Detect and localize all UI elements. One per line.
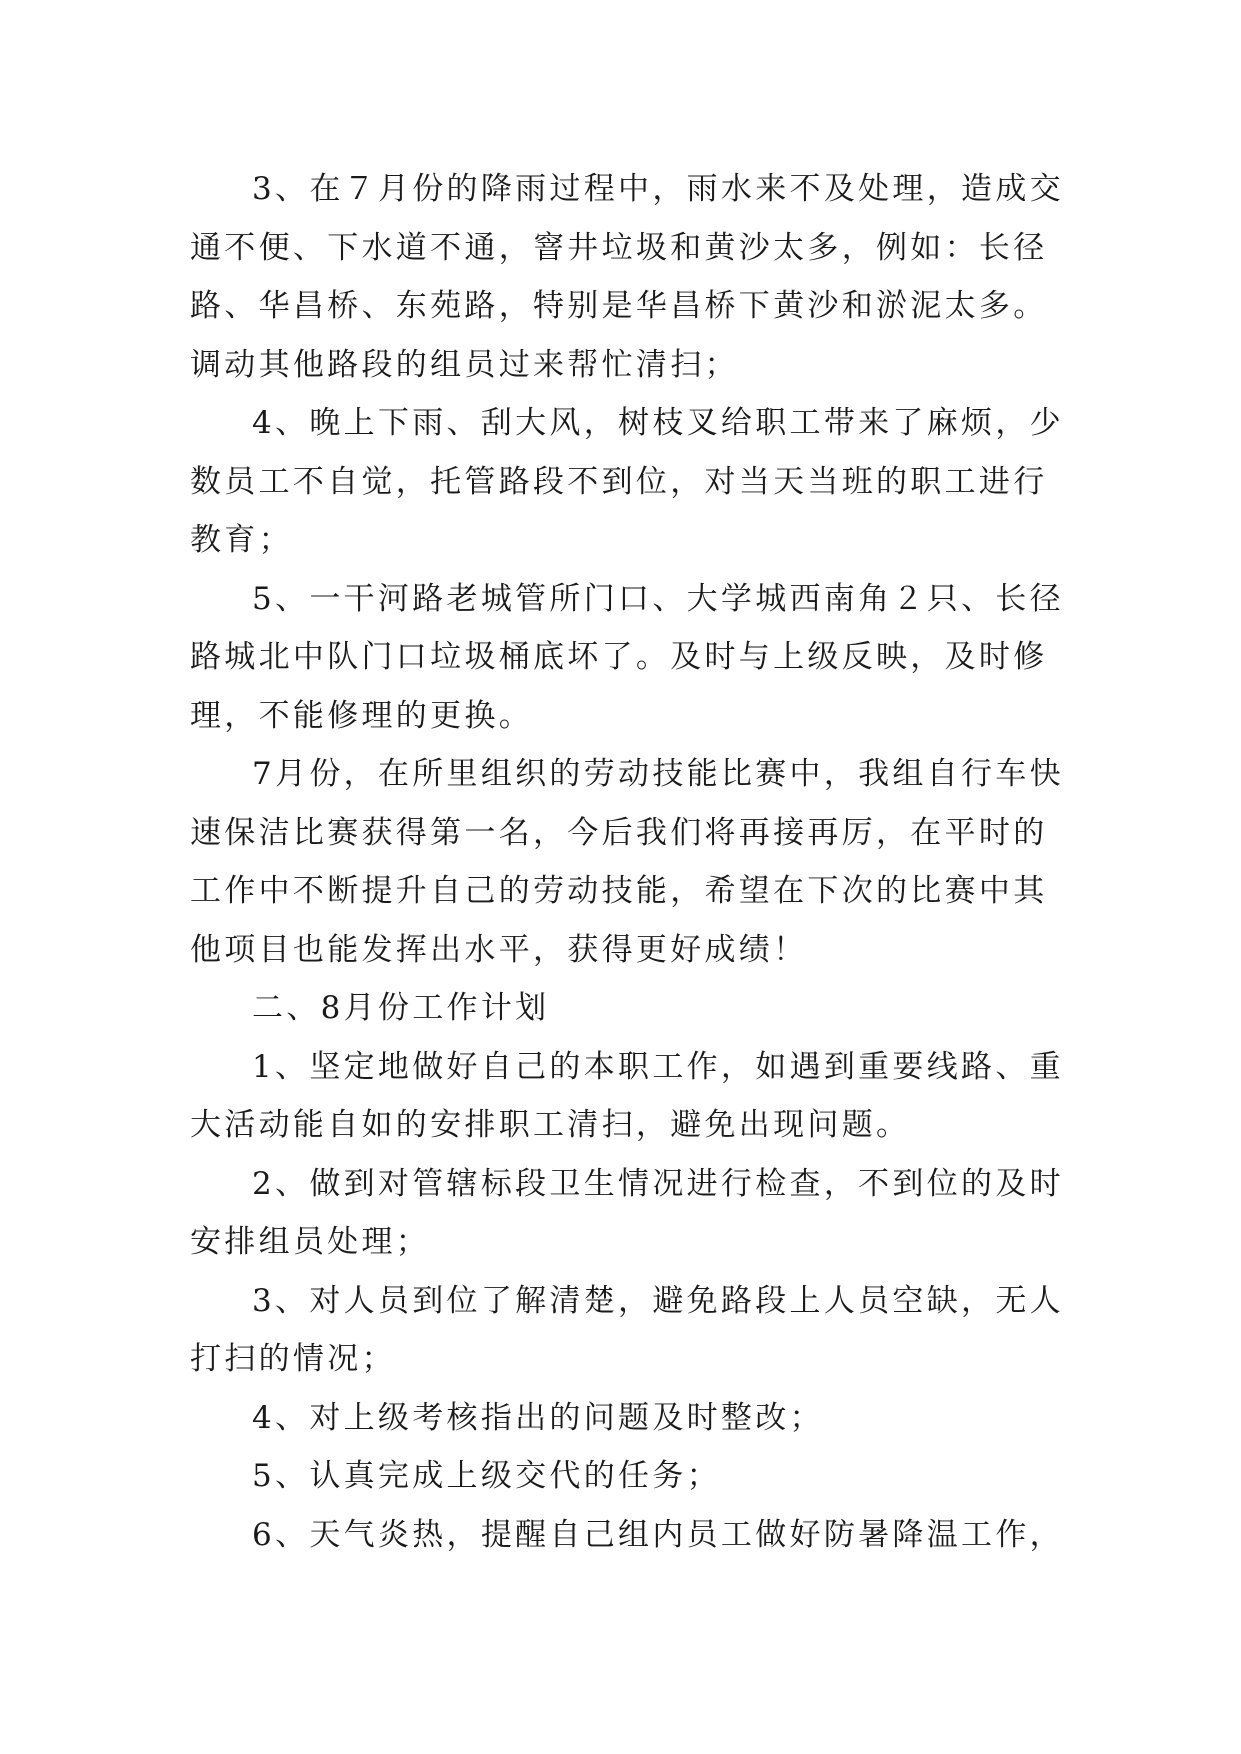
paragraph-item-4-wind: 4、晚上下雨、刮大风，树枝叉给职工带来了麻烦，少数员工不自觉，托管路段不到位，对当天当班的职工进行教育；: [190, 405, 1064, 558]
plan-item-2: 2、做到对管辖标段卫生情况进行检查，不到位的及时安排组员处理；: [190, 1165, 1064, 1260]
document-body: [190, 160, 1075, 1564]
plan-item-6: 6、天气炎热，提醒自己组内员工做好防暑降温工作，: [252, 1516, 1064, 1553]
plan-item-4: 4、对上级考核指出的问题及时整改；: [252, 1399, 824, 1436]
paragraph-item-5-trash-bins: 5、一干河路老城管所门口、大学城西南角２只、长径路城北中队门口垃圾桶底坏了。及时与上级反映，及时修理，不能修理的更换。: [190, 580, 1064, 734]
paragraph-july-competition: 7月份，在所里组织的劳动技能比赛中，我组自行车快速保洁比赛获得第一名，今后我们将再接再厉，在平时的工作中不断提升自己的劳动技能，希望在下次的比赛中其他项目也能发挥出水平，获得更好成绩！: [190, 756, 1064, 968]
plan-item-5: 5、认真完成上级交代的任务；: [252, 1458, 721, 1494]
section-heading-august-plan: 二、8月份工作计划: [252, 990, 550, 1026]
plan-item-3: 3、对人员到位了解清楚，避免路段上人员空缺，无人打扫的情况；: [190, 1282, 1064, 1377]
paragraph-item-3-rainfall: 3、在７月份的降雨过程中，雨水来不及处理，造成交通不便、下水道不通，窨井垃圾和黄沙太多，例如：长径路、华昌桥、东苑路，特别是华昌桥下黄沙和淤泥太多。调动其他路段的组员过来帮忙清扫；: [190, 171, 1064, 383]
plan-item-1: 1、坚定地做好自己的本职工作，如遇到重要线路、重大活动能自如的安排职工清扫，避免出现问题。: [190, 1048, 1064, 1143]
